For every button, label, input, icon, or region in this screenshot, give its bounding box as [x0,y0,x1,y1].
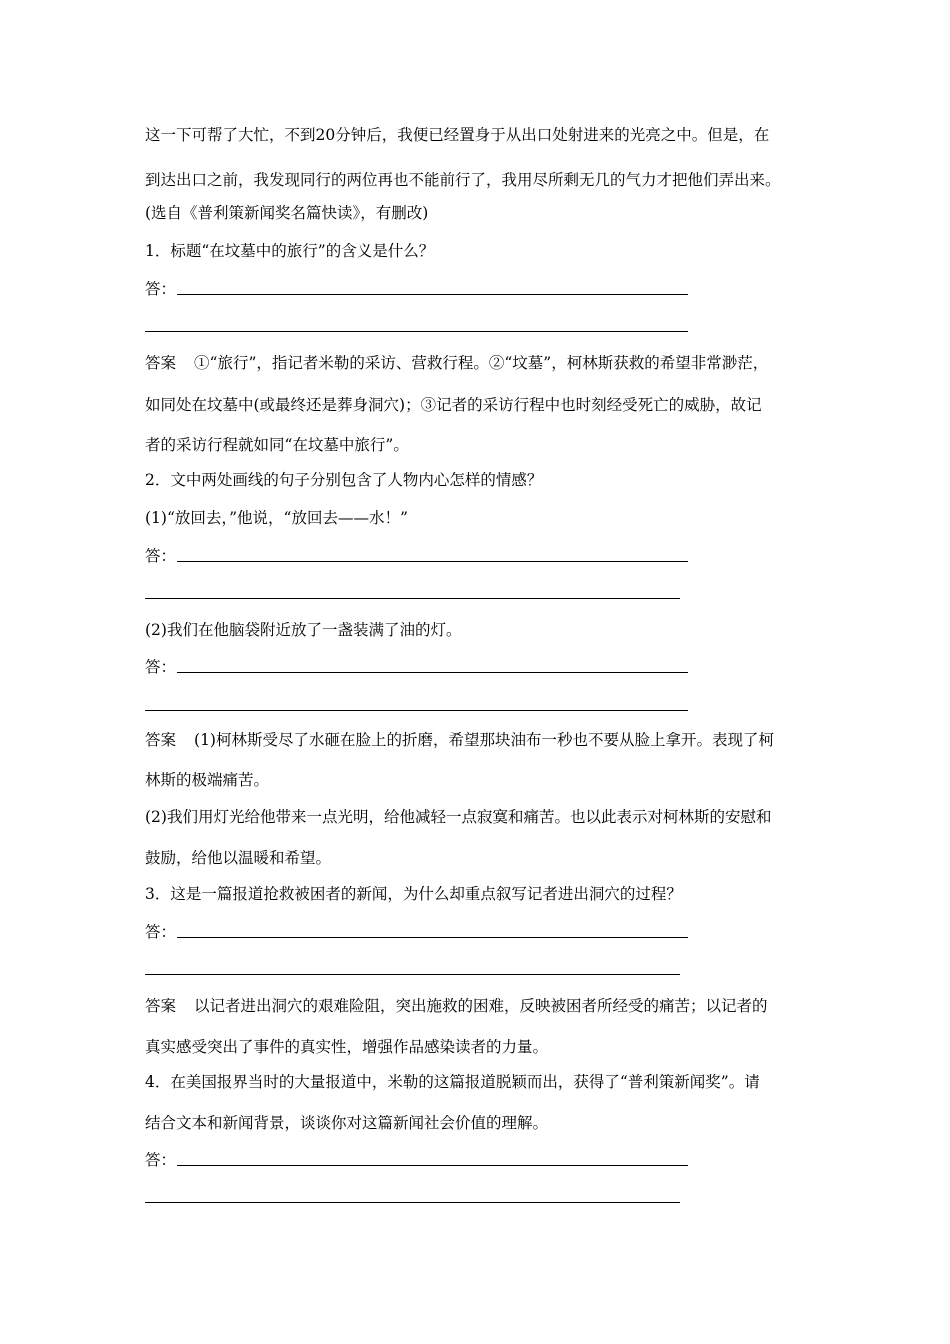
answer-blank-q2-1-line2[interactable] [145,598,680,599]
passage-line-2: 到达出口之前，我发现同行的两位再也不能前行了，我用尽所剩无几的气力才把他们弄出来。 [145,171,781,189]
passage-line-1: 这一下可帮了大忙，不到20分钟后，我便已经置身于从出口处射进来的光亮之中。但是，在 [145,126,770,144]
answer-q2-text-1: (1)柯林斯受尽了水砸在脸上的折磨，希望那块油布一秒也不要从脸上拿开。表现了柯 [194,731,774,749]
answer-q3-line-1 [145,996,768,1016]
answer-q1-line-2: 如同处在坟墓中(或最终还是葬身洞穴)；③记者的采访行程中也时刻经受死亡的威胁，故记 [145,396,762,414]
answer-label-q2-2: 答： [145,658,177,676]
question-3: 3．这是一篇报道抢救被困者的新闻，为什么却重点叙写记者进出洞穴的过程？ [145,885,682,903]
answer-blank-q1-line2[interactable] [145,331,688,332]
question-2-sub-2: (2)我们在他脑袋附近放了一盏装满了油的灯。 [145,621,462,639]
question-4-line-1: 4．在美国报界当时的大量报道中，米勒的这篇报道脱颖而出，获得了“普利策新闻奖”。请 [145,1073,760,1091]
answer-q3-line-2: 真实感受突出了事件的真实性，增强作品感染读者的力量。 [145,1038,549,1056]
answer-q2-line-2: 林斯的极端痛苦。 [145,771,270,789]
answer-tag: 答案 [145,731,177,749]
answer-q1-line-1 [145,353,768,373]
answer-blank-q3-line1[interactable] [177,937,688,938]
answer-q1-line-3: 者的采访行程就如同“在坟墓中旅行”。 [145,436,409,454]
answer-blank-q2-2-line2[interactable] [145,710,688,711]
answer-tag: 答案 [145,354,177,372]
answer-blank-q2-1-line1[interactable] [177,561,688,562]
answer-q2-line-1 [145,730,774,750]
answer-q1-text-1: ①“旅行”，指记者米勒的采访、营救行程。②“坟墓”，柯林斯获救的希望非常渺茫， [194,354,769,372]
answer-label-q4: 答： [145,1151,177,1169]
answer-q2-line-4: 鼓励，给他以温暖和希望。 [145,849,332,867]
question-1: 1．标题“在坟墓中的旅行”的含义是什么？ [145,242,435,260]
answer-q2-line-3: (2)我们用灯光给他带来一点光明，给他减轻一点寂寞和痛苦。也以此表示对柯林斯的安慰和 [145,808,772,826]
answer-label-q1: 答： [145,280,177,298]
answer-blank-q3-line2[interactable] [145,974,680,975]
question-2: 2．文中两处画线的句子分别包含了人物内心怎样的情感？ [145,471,543,489]
answer-blank-q4-line1[interactable] [177,1165,688,1166]
answer-label-q3: 答： [145,923,177,941]
passage-source: (选自《普利策新闻奖名篇快读》，有删改) [145,204,429,222]
answer-label-q2-1: 答： [145,547,177,565]
answer-q3-text-1: 以记者进出洞穴的艰难险阻，突出施救的困难，反映被困者所经受的痛苦；以记者的 [194,997,768,1015]
answer-blank-q4-line2[interactable] [145,1202,680,1203]
answer-blank-q1-line1[interactable] [177,294,688,295]
question-4-line-2: 结合文本和新闻背景，谈谈你对这篇新闻社会价值的理解。 [145,1114,549,1132]
question-2-sub-1: (1)“放回去，”他说，“放回去——水！” [145,509,408,527]
answer-tag: 答案 [145,997,177,1015]
answer-blank-q2-2-line1[interactable] [177,672,688,673]
